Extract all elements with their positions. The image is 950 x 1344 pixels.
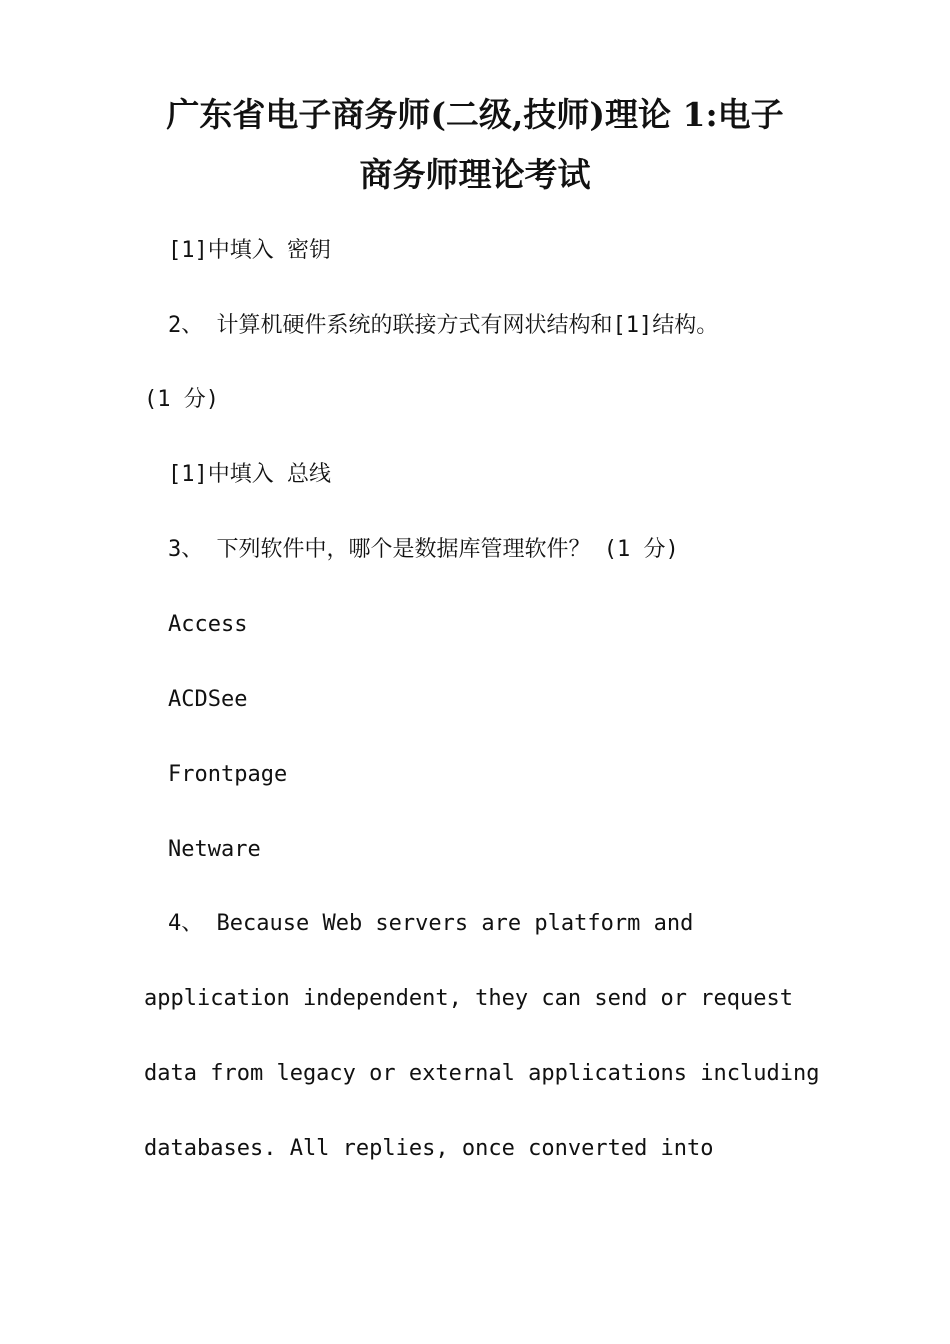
question-4-text-line-3: data from legacy or external applications including	[144, 1061, 820, 1086]
option-frontpage: Frontpage	[168, 762, 288, 787]
option-netware: Netware	[168, 837, 261, 862]
document-title-line-2: 商务师理论考试	[359, 155, 591, 194]
option-acdsee: ACDSee	[168, 687, 248, 712]
answer-line-q1: [1]中填入 密钥	[168, 238, 331, 263]
document-title-line-1: 广东省电子商务师(二级,技师)理论 1:电子	[166, 95, 784, 134]
question-4-text-line-4: databases. All replies, once converted into	[144, 1136, 714, 1161]
question-4-text-line-2: application independent, they can send or request	[144, 986, 794, 1011]
question-2-text: 2、 计算机硬件系统的联接方式有网状结构和[1]结构。	[168, 313, 719, 338]
question-4-text-line-1: 4、 Because Web servers are platform and	[168, 911, 694, 936]
question-3-text: 3、 下列软件中，哪个是数据库管理软件？ (1 分)	[168, 537, 679, 562]
question-2-score: (1 分)	[144, 387, 219, 412]
option-access: Access	[168, 612, 248, 637]
answer-line-q2: [1]中填入 总线	[168, 462, 331, 487]
